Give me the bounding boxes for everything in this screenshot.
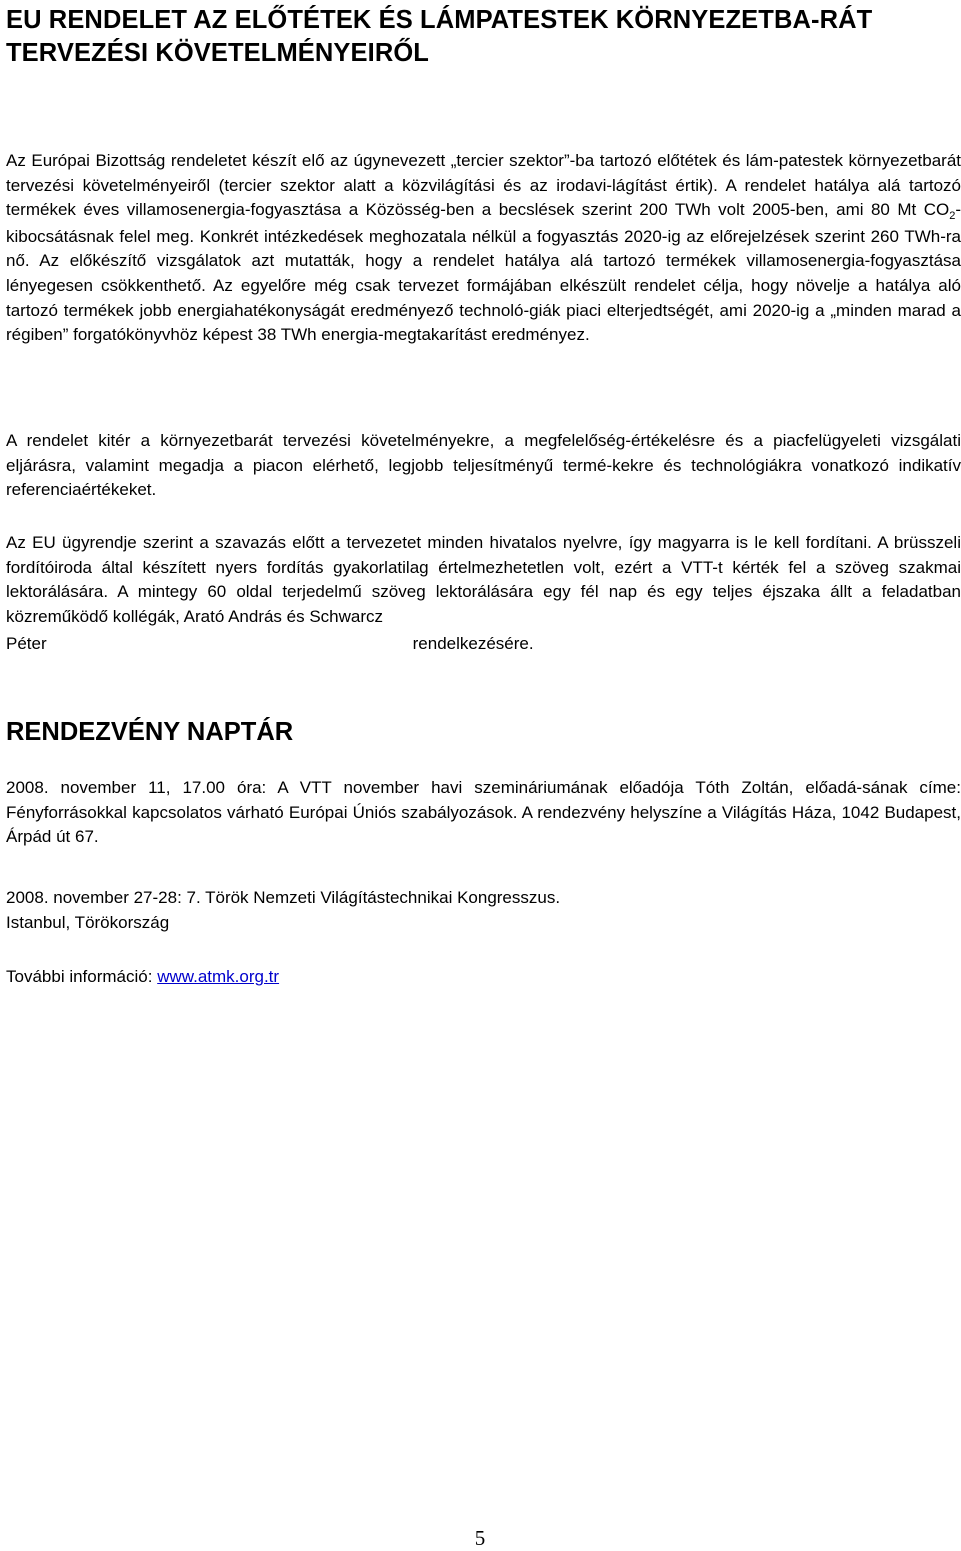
article-title: EU RENDELET AZ ELŐTÉTEK ÉS LÁMPATESTEK KÖRNYEZETBA-RÁT TERVEZÉSI KÖVETELMÉNYEIRŐL xyxy=(6,6,873,67)
co2-subscript: 2 xyxy=(949,210,956,223)
event-congress xyxy=(6,886,560,935)
paragraph-intro xyxy=(6,149,961,348)
name-peter: Péter xyxy=(6,634,47,653)
paragraph-translation: Az EU ügyrendje szerint a szavazás előtt a tervezetet minden hivatalos nyelvre, így magyarra is le kell fordítani. A brüsszeli fordítóiroda által készített nyers fordítás gyakorlatilag értelmezhetetlen volt, ezért a VTT-t kérték fel a szöveg szakmai lektorálására. A mintegy 60 oldal terjedelmű szöveg lektorálására egy fél nap és egy teljes éjszaka állt a feladatban közreműködő kollégák, Arató András és Schwarcz xyxy=(6,533,961,626)
atmk-link[interactable]: www.atmk.org.tr xyxy=(157,967,280,986)
more-info xyxy=(6,965,279,990)
paragraph-translation-end xyxy=(6,632,961,657)
paragraph-intro-part2: -kibocsátásnak felel meg. Konkrét intézkedések meghozatala nélkül a fogyasztás 2020-ig az előrejelzések szerint 260 TWh-ra nő. Az előkészítő vizsgálatok azt mutatták, hogy a rendelet hatálya alá tartozó termékek villamosenergia-fogyasztása lényegesen csökkenthető. Az egyelőre még csak tervezet formájában elkészült rendelet célja, hogy növelje a hatálya aló tartozó termékek jobb energiahatékonyságát eredményező technoló-giák piaci elterjedtségét, ami 2020-ig a „minden marad a régiben” forgatókönyvhöz képest 38 TWh energia-megtakarítást eredményez. xyxy=(6,200,961,345)
event-seminar: 2008. november 11, 17.00 óra: A VTT november havi szemináriumának előadója Tóth Zoltán, előadá-sának címe: Fényforrásokkal kapcsolatos várható Európai Úniós szabályozások. A rendezvény helyszíne a Világítás Háza, 1042 Budapest, Árpád út 67. xyxy=(6,778,961,847)
paragraph-translation-tail: rendelkezésére. xyxy=(412,634,534,653)
page-number: 5 xyxy=(474,1526,486,1550)
paragraph-intro-part1: Az Európai Bizottság rendeletet készít elő az úgynevezett „tercier szektor”-ba tartozó előtétek és lám-patestek környezetbarát tervezési követelményeiről (tercier szektor alatt a közvilágítási és az irodavi-lágítást értik). A rendelet hatálya alá tartozó termékek éves villamosenergia-fogyasztása a Közösség-ben a becslések szerint 200 TWh volt 2005-ben, ami 80 Mt CO xyxy=(6,151,961,220)
events-heading: RENDEZVÉNY NAPTÁR xyxy=(6,718,294,746)
event-congress-title: 2008. november 27-28: 7. Török Nemzeti Világítástechnikai Kongresszus. xyxy=(6,888,561,907)
event-congress-location: Istanbul, Törökország xyxy=(6,912,170,932)
paragraph-requirements: A rendelet kitér a környezetbarát tervezési követelményekre, a megfelelőség-értékelésre és a piacfelügyeleti vizsgálati eljárásra, valamint megadja a piacon elérhető, legjobb teljesítményű termé-kekre és technológiákra vonatkozó indikatív referenciaértékeket. xyxy=(6,431,961,500)
more-info-label: További információ: xyxy=(6,967,153,986)
